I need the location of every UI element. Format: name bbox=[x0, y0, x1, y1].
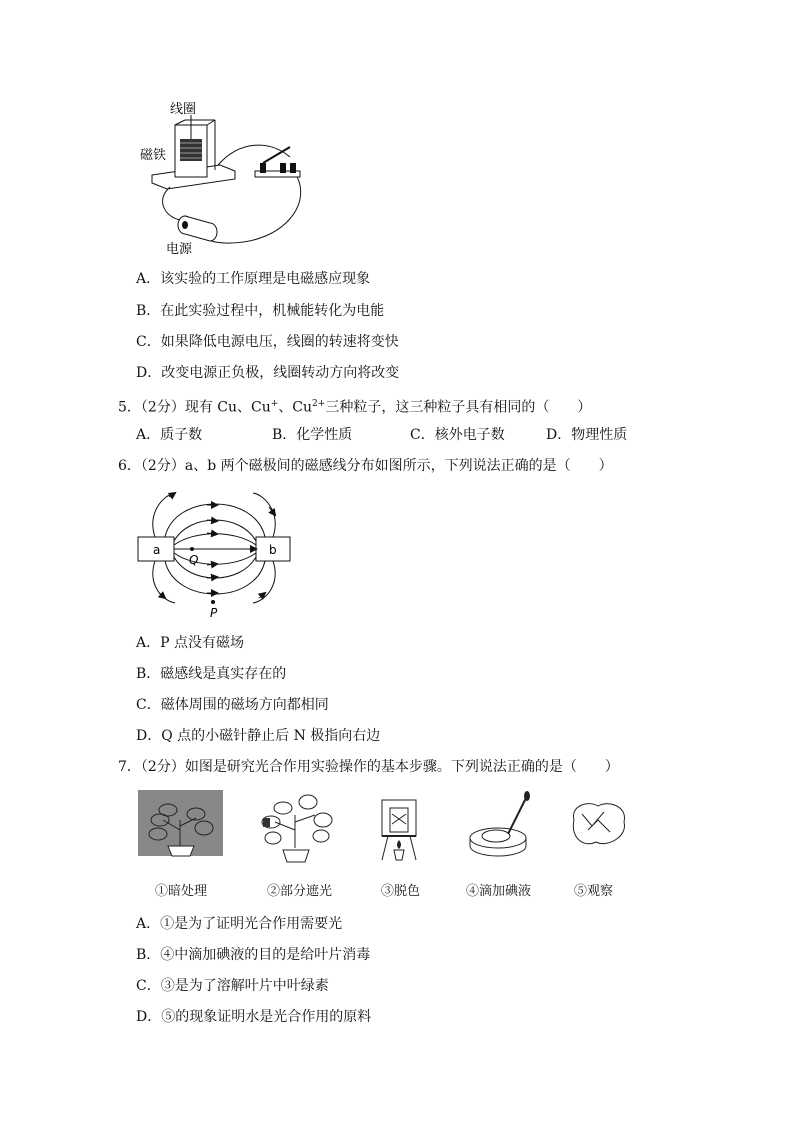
q6-option-a bbox=[136, 634, 244, 652]
option-letter: B． bbox=[272, 427, 297, 443]
option-text: 磁感线是真实存在的 bbox=[160, 666, 287, 682]
question-number: 6． bbox=[118, 458, 141, 474]
q4-option-d bbox=[136, 364, 399, 382]
pole-b-label: b bbox=[269, 543, 277, 557]
q5-option-d bbox=[546, 426, 627, 444]
option-letter: C． bbox=[136, 334, 161, 350]
option-text: 磁体周围的磁场方向都相同 bbox=[160, 697, 329, 713]
step4-iodine-image bbox=[470, 791, 530, 856]
pole-a-label: a bbox=[153, 543, 161, 557]
option-text: P 点没有磁场 bbox=[160, 635, 244, 651]
stem-part: 三种粒子，这三种粒子具有相同的（ ） bbox=[325, 399, 592, 416]
q6-option-c bbox=[136, 696, 329, 714]
option-text: 是为了溶解叶片中叶绿素 bbox=[174, 978, 329, 994]
step1-dark-image bbox=[138, 790, 223, 856]
option-letter: B． bbox=[136, 666, 161, 682]
option-letter: A． bbox=[136, 427, 161, 443]
option-text: 质子数 bbox=[160, 427, 203, 443]
option-mark: ① bbox=[160, 916, 175, 932]
option-text: 核外电子数 bbox=[434, 427, 505, 443]
stem-part: 、Cu bbox=[278, 399, 313, 416]
step-label-4: ④滴加碘液 bbox=[466, 884, 532, 899]
power-label: 电源 bbox=[166, 242, 193, 257]
option-letter: D． bbox=[136, 728, 162, 744]
option-letter: C． bbox=[410, 427, 435, 443]
charge-sup: + bbox=[270, 399, 279, 409]
option-text: 中滴加碘液的目的是给叶片消毒 bbox=[174, 947, 371, 963]
option-text: 该实验的工作原理是电磁感应现象 bbox=[160, 271, 371, 287]
option-text: 化学性质 bbox=[296, 427, 353, 443]
point-q bbox=[190, 547, 194, 551]
step3-decolorize-image bbox=[382, 800, 416, 860]
option-letter: C． bbox=[136, 978, 161, 994]
option-letter: D． bbox=[136, 365, 162, 381]
stem-part: 现有 Cu、Cu bbox=[184, 399, 271, 416]
option-mark: ⑤ bbox=[161, 1009, 176, 1025]
step5-observe-image bbox=[573, 804, 624, 844]
q7-option-b bbox=[136, 946, 370, 964]
option-text: 如果降低电源电压，线圈的转速将变快 bbox=[160, 334, 399, 350]
q7-option-d bbox=[136, 1008, 371, 1026]
point-p bbox=[211, 600, 215, 604]
option-text: 的现象证明水是光合作用的原料 bbox=[175, 1009, 372, 1025]
q4-option-c bbox=[136, 333, 399, 351]
field-lines-figure bbox=[135, 485, 295, 625]
option-mark: ③ bbox=[160, 978, 175, 994]
step-label-2: ②部分遮光 bbox=[267, 884, 333, 899]
stem-text: 如图是研究光合作用实验操作的基本步骤。下列说法正确的是（ ） bbox=[184, 759, 619, 775]
question-score: （2分） bbox=[140, 399, 185, 416]
q6-stem bbox=[118, 457, 613, 475]
point-q-label: Q bbox=[189, 553, 199, 567]
step-label-5: ⑤观察 bbox=[574, 884, 614, 899]
q5-option-c bbox=[410, 426, 505, 444]
q7-stem bbox=[118, 758, 619, 776]
q4-option-b bbox=[136, 302, 384, 320]
option-letter: B． bbox=[136, 947, 161, 963]
q6-option-d bbox=[136, 727, 380, 745]
photosynthesis-steps-figure bbox=[138, 790, 628, 870]
option-text: 是为了证明光合作用需要光 bbox=[174, 916, 343, 932]
option-mark: ④ bbox=[160, 947, 175, 963]
coil-label: 线圈 bbox=[170, 102, 197, 117]
question-number: 5． bbox=[118, 399, 141, 416]
charge-sup: 2+ bbox=[312, 399, 326, 409]
q5-option-b bbox=[272, 426, 352, 444]
point-p-label: P bbox=[210, 606, 218, 620]
q7-option-a bbox=[136, 915, 342, 933]
option-text: 改变电源正负极，线圈转动方向将改变 bbox=[161, 365, 400, 381]
question-score: （2分） bbox=[140, 759, 185, 775]
q5-option-a bbox=[136, 426, 202, 444]
step2-shading-image bbox=[262, 795, 332, 862]
question-number: 7． bbox=[118, 759, 141, 775]
option-letter: D． bbox=[546, 427, 572, 443]
option-text: 在此实验过程中，机械能转化为电能 bbox=[160, 303, 385, 319]
q7-option-c bbox=[136, 977, 329, 995]
q6-option-b bbox=[136, 665, 286, 683]
option-text: 物理性质 bbox=[571, 427, 628, 443]
option-letter: B． bbox=[136, 303, 161, 319]
option-letter: A． bbox=[136, 916, 161, 932]
magnet-label: 磁铁 bbox=[140, 148, 167, 163]
option-letter: A． bbox=[136, 635, 161, 651]
q5-stem bbox=[118, 395, 591, 417]
step-label-1: ①暗处理 bbox=[155, 884, 208, 899]
option-letter: D． bbox=[136, 1009, 162, 1025]
option-letter: C． bbox=[136, 697, 161, 713]
option-letter: A． bbox=[136, 271, 161, 287]
option-text: Q 点的小磁针静止后 N 极指向右边 bbox=[161, 728, 381, 744]
q4-option-a bbox=[136, 270, 370, 288]
motor-figure bbox=[130, 95, 330, 260]
question-score: （2分） bbox=[140, 458, 185, 474]
stem-text: a、b 两个磁极间的磁感线分布如图所示，下列说法正确的是（ ） bbox=[184, 458, 613, 474]
step-label-3: ③脱色 bbox=[381, 884, 421, 899]
